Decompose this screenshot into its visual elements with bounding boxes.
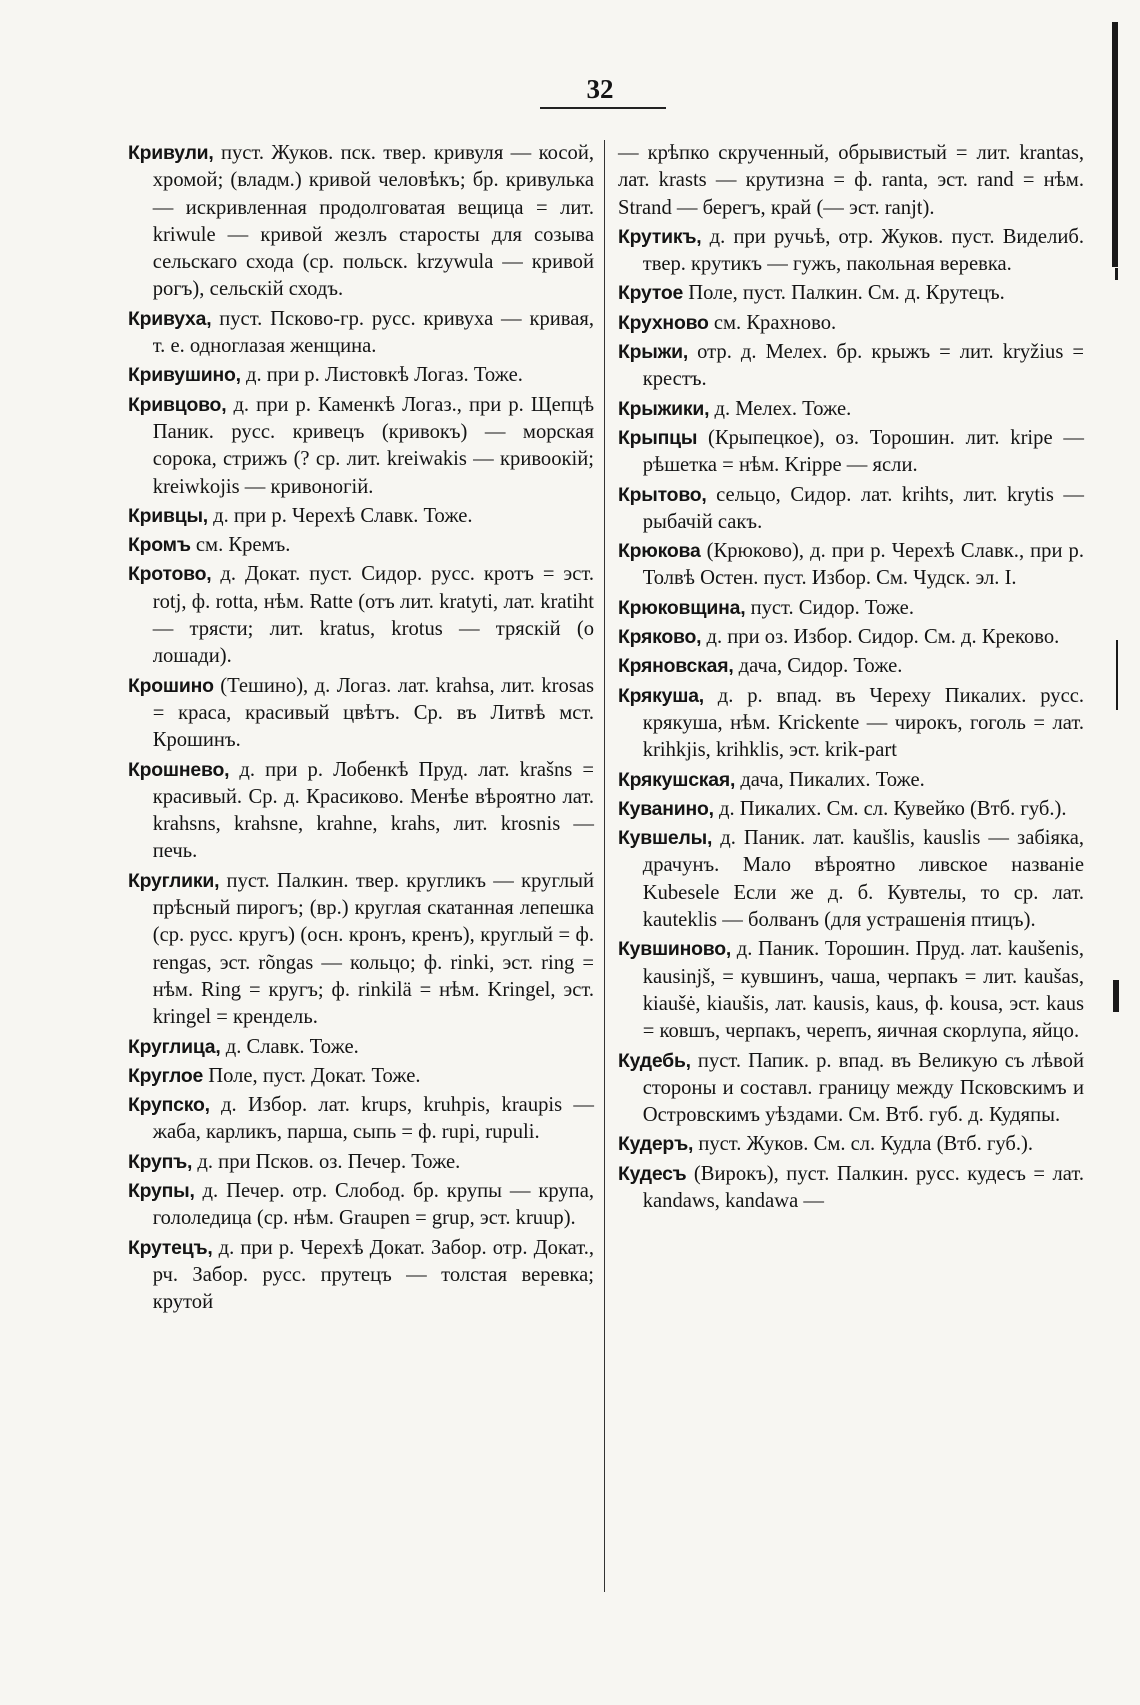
entry-definition: д. при р. Черехѣ Славк. Тоже. <box>208 504 473 527</box>
dictionary-entry <box>128 392 594 501</box>
entry-definition: пуст. Жуков. пск. твер. кривуля — косой, хромой; (владм.) кривой человѣкъ; бр. кривулька — искривленная продолговатая вещица = лит. kriwule — кривой жезлъ старосты для созыва сельскаго схода (ср. польск. krzywula — кривой рогъ), сельскій сходъ. <box>152 142 594 301</box>
entry-headword: Крыжи, <box>618 341 689 364</box>
entry-definition: пуст. Папик. р. впад. въ Великую съ лѣвой стороны и составл. границу между Псковскимъ и Островскимъ уѣздами. См. Втб. губ. д. Кудяпы. <box>642 1049 1084 1127</box>
entry-headword: Крошнево, <box>128 758 230 781</box>
entry-headword: Крупъ, <box>128 1150 193 1173</box>
dictionary-entry <box>128 1063 594 1090</box>
scan-edge-mark <box>1116 640 1118 710</box>
entry-definition: д. Пикалих. См. сл. Кувейко (Втб. губ.). <box>713 797 1067 820</box>
dictionary-entry <box>618 767 1084 794</box>
dictionary-entry <box>128 757 594 866</box>
entry-headword: Кривцы, <box>128 504 208 527</box>
dictionary-entry <box>128 503 594 530</box>
entry-definition: д. при р. Лобенкѣ Пруд. лат. krašns = красивый. Ср. д. Красиково. Менѣе вѣроятно лат. krahsns, krahsne, krahne, krahs, лит. krosnis — печь. <box>152 758 594 863</box>
dictionary-entry <box>618 425 1084 480</box>
entry-definition: д. Печер. отр. Слобод. бр. крупы — крупа, гололедица (ср. нѣм. Graupen = grup, эст. kruup). <box>152 1179 594 1230</box>
scan-edge-mark <box>1115 268 1118 280</box>
scan-edge-mark <box>1113 980 1119 1012</box>
entry-definition: д. Паник. Торошин. Пруд. лат. kaušenis, kausinjš, = кувшинъ, чаша, черпакъ = лит. kaušas, kiaušė, kiaušis, лат. kausis, kaus, ф. kousa, эст. kaus = ковшъ, черпакъ, черепъ, яичная скорлупа, яйцо. <box>642 938 1084 1043</box>
dictionary-entry <box>618 1131 1084 1158</box>
dictionary-entry <box>128 1092 594 1147</box>
dictionary-entry <box>618 140 1084 222</box>
dictionary-entry <box>618 538 1084 593</box>
dictionary-entry <box>128 561 594 670</box>
entry-headword: Кряково, <box>618 626 702 649</box>
entry-headword: Круглица, <box>128 1035 221 1058</box>
dictionary-entry <box>618 339 1084 394</box>
entry-definition: пуст. Жуков. См. сл. Кудла (Втб. губ.). <box>693 1133 1034 1156</box>
dictionary-entry <box>618 653 1084 680</box>
entry-headword: Кудеръ, <box>618 1133 694 1156</box>
entry-definition: д. при р. Каменкѣ Логаз., при р. Щепцѣ Паник. русс. кривецъ (кривокъ) — морская сорока, стрижъ (? ср. лит. kreiwakis — кривоокій; kreiwkojis — кривоногій. <box>152 393 594 498</box>
entry-headword: Кряновская, <box>618 655 734 678</box>
entry-headword: Крыпцы <box>618 426 698 449</box>
dictionary-entry <box>618 396 1084 423</box>
entry-headword: Кривцово, <box>128 393 227 416</box>
entry-definition: д. Избор. лат. krups, kruhpis, kraupis — жаба, карликъ, парша, сыпь = ф. rupi, rupuli. <box>152 1094 594 1144</box>
entry-headword: Крытово, <box>618 483 707 506</box>
entry-definition: (Крюково), д. при р. Черехѣ Славк., при р. Толвѣ Остен. пуст. Избор. См. Чудск. эл. I. <box>642 540 1084 590</box>
entry-headword: Куванино, <box>618 797 714 820</box>
dictionary-entry <box>128 306 594 361</box>
entry-definition: пуст. Палкин. твер. кругликъ — круглый прѣсный пирогъ; (вр.) круглая скатанная лепешка (ср. русс. кругъ) (осн. кронъ, кренъ), круглый = ф. rengas, эст. rõngas — кольцо; ф. rinki, эст. ring = нѣм. Ring = кругъ; ф. rinkilä = нѣм. Kringel, эст. kringel = крендель. <box>152 869 594 1029</box>
dictionary-entry <box>128 673 594 755</box>
entry-definition: пуст. Сидор. Тоже. <box>745 596 914 619</box>
entry-headword: Крошино <box>128 674 214 697</box>
entry-definition: — крѣпко скрученный, обрывистый = лит. krantas, лат. krasts — крутизна = ф. ranta, эст. rand = нѣм. Strand — берегъ, край (— эст. ranjt). <box>618 142 1084 219</box>
page-number: 32 <box>586 74 614 104</box>
dictionary-entry <box>618 595 1084 622</box>
right-column <box>618 140 1084 1217</box>
entry-definition: (Вирокъ), пуст. Палкин. русс. кудесъ = лат. kandaws, kandawa — <box>642 1162 1084 1212</box>
entry-headword: Крупы, <box>128 1179 195 1202</box>
entry-definition: д. р. впад. въ Череху Пикалих. русс. крякуша, нѣм. Krickente — чирокъ, гоголь = лат. krihkjis, krihklis, эст. krik-part <box>642 684 1084 762</box>
entry-definition: д. при Псков. оз. Печер. Тоже. <box>192 1150 461 1173</box>
entry-headword: Кромъ <box>128 534 191 557</box>
entry-headword: Крупско, <box>128 1094 210 1117</box>
left-column <box>128 140 594 1318</box>
dictionary-entry <box>618 224 1084 279</box>
entry-headword: Крякушская, <box>618 768 736 791</box>
entry-definition: д. при р. Листовкѣ Логаз. Тоже. <box>240 364 523 387</box>
entry-definition: пуст. Псково-гр. русс. кривуха — кривая, т. е. одноглазая женщина. <box>152 307 594 358</box>
dictionary-entry <box>618 825 1084 934</box>
dictionary-entry <box>128 1034 594 1061</box>
entry-headword: Кротово, <box>128 563 212 586</box>
dictionary-entry <box>618 1048 1084 1130</box>
entry-definition: сельцо, Сидор. лат. krihts, лит. krytis — рыбачій сакъ. <box>642 483 1084 533</box>
entry-headword: Круглое <box>128 1064 204 1087</box>
dictionary-entry <box>618 624 1084 651</box>
entry-definition: (Крыпецкое), оз. Торошин. лит. kripe — рѣшетка = нѣм. Krippe — ясли. <box>642 426 1084 477</box>
entry-definition: д. Славк. Тоже. <box>220 1035 359 1058</box>
column-divider <box>604 140 605 1592</box>
entry-headword: Кувшелы, <box>618 827 713 850</box>
entry-definition: Поле, пуст. Палкин. См. д. Крутецъ. <box>683 282 1005 305</box>
entry-headword: Крутое <box>618 282 684 305</box>
dictionary-entry <box>128 1149 594 1176</box>
dictionary-entry <box>618 280 1084 307</box>
entry-headword: Крякуша, <box>618 684 704 707</box>
dictionary-entry <box>618 796 1084 823</box>
entry-definition: Поле, пуст. Докат. Тоже. <box>203 1064 421 1087</box>
entry-headword: Кудесъ <box>618 1162 687 1185</box>
entry-headword: Крутецъ, <box>128 1236 213 1259</box>
dictionary-entry <box>128 532 594 559</box>
dictionary-entry <box>128 362 594 389</box>
entry-headword: Круглики, <box>128 869 220 892</box>
entry-headword: Кривули, <box>128 142 214 164</box>
entry-headword: Кудебь, <box>618 1049 691 1072</box>
entry-headword: Крухново <box>618 311 709 334</box>
dictionary-entry <box>618 936 1084 1045</box>
dictionary-entry <box>128 140 594 304</box>
dictionary-entry <box>618 1161 1084 1216</box>
entry-definition: д. Докат. пуст. Сидор. русс. кротъ = эст. rotj, ф. rotta, нѣм. Ratte (отъ лит. kratyti, лат. kratiht — трясти; лит. kratus, krotus — тряскій (о лошади). <box>152 563 594 668</box>
entry-definition: д. Паник. лат. kaušlis, kauslis — забіяка, драчунъ. Мало вѣроятно ливское названіе Kubesele Если же д. б. Кувтелы, то ср. лат. kauteklis — болванъ (для устрашенія птицъ). <box>642 827 1084 932</box>
dictionary-entry <box>618 482 1084 537</box>
entry-definition: отр. д. Мелех. бр. крыжъ = лит. kryžius = крестъ. <box>642 341 1084 391</box>
entry-definition: (Тешино), д. Логаз. лат. krahsa, лит. krosas = краса, красивый цвѣтъ. Ср. въ Литвѣ мст. Крошинъ. <box>152 674 594 752</box>
entry-definition: дача, Пикалих. Тоже. <box>735 768 925 791</box>
entry-definition: д. при ручьѣ, отр. Жуков. пуст. Виделиб. твер. крутикъ — гужъ, пакольная веревка. <box>642 225 1084 276</box>
entry-definition: д. Мелех. Тоже. <box>709 397 852 420</box>
entry-definition: д. при оз. Избор. Сидор. См. д. Креково. <box>701 626 1060 649</box>
entry-definition: см. Кремъ. <box>190 534 291 557</box>
entry-headword: Крюкова <box>618 540 701 563</box>
entry-definition: см. Крахново. <box>708 311 837 334</box>
entry-headword: Крутикъ, <box>618 225 702 248</box>
dictionary-entry <box>128 1235 594 1317</box>
entry-headword: Кривушино, <box>128 364 241 387</box>
entry-headword: Кувшиново, <box>618 938 732 961</box>
dictionary-entry <box>128 868 594 1032</box>
entry-headword: Крюковщина, <box>618 596 746 619</box>
entry-headword: Крыжики, <box>618 397 710 420</box>
entry-definition: д. при р. Черехѣ Докат. Забор. отр. Докат., рч. Забор. русс. прутецъ — толстая веревка; крутой <box>152 1236 594 1314</box>
scan-edge-mark <box>1112 22 1118 267</box>
entry-headword: Кривуха, <box>128 307 212 330</box>
dictionary-entry <box>128 1178 594 1233</box>
dictionary-entry <box>618 683 1084 765</box>
dictionary-entry <box>618 310 1084 337</box>
header-rule <box>540 107 666 109</box>
entry-definition: дача, Сидор. Тоже. <box>733 655 903 678</box>
